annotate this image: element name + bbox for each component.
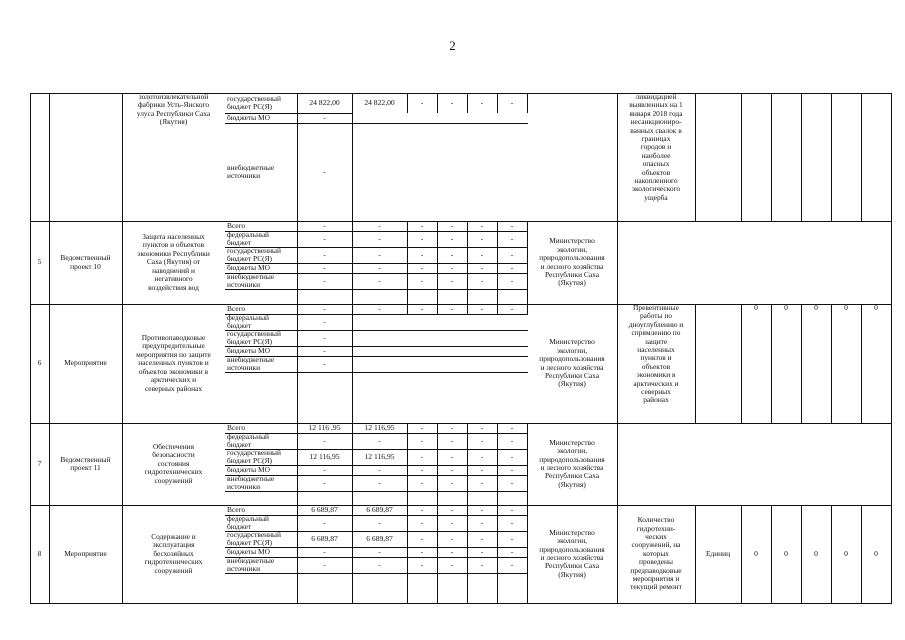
amount: - [378, 559, 381, 569]
amount: - [450, 477, 454, 487]
amount: - [450, 435, 454, 445]
indicator-value: 0 [844, 548, 848, 558]
amount: - [450, 233, 454, 243]
amount: - [450, 533, 454, 543]
amount: - [378, 233, 381, 243]
amount: - [323, 332, 326, 342]
amount: - [450, 451, 454, 461]
amount: - [323, 221, 326, 230]
amount: - [480, 505, 484, 514]
amount: - [323, 249, 326, 259]
amount: - [480, 559, 484, 569]
indicator-value: 0 [784, 548, 788, 558]
amount: - [420, 517, 424, 527]
amount: - [480, 435, 484, 445]
indicator-value: 0 [754, 304, 758, 312]
source-label: внебюджетные источники [227, 475, 275, 491]
indicator-value: 0 [874, 304, 878, 312]
source-label: Всего [227, 221, 246, 230]
table-rule [225, 491, 528, 492]
row-number: 6 [37, 358, 42, 368]
source-label: федеральный бюджет [227, 515, 269, 531]
amount: - [510, 263, 514, 272]
amount: - [480, 533, 484, 543]
item-name: золотоизвлекательной фабрики Усть-Янского улуса Республики Саха (Якутия) [136, 93, 211, 127]
amount: - [480, 477, 484, 487]
item-name: Содержание и эксплуатация бесхозяйных гидротехнических сооружений [144, 531, 203, 575]
amount: - [378, 435, 381, 445]
amount: - [323, 346, 326, 355]
source-label: внебюджетные источники [227, 557, 275, 573]
amount: - [480, 304, 484, 313]
source-label: государственный бюджет РС(Я) [227, 449, 281, 465]
source-label: государственный бюджет РС(Я) [227, 93, 281, 111]
amount: - [420, 451, 424, 461]
amount-year: - [480, 97, 484, 107]
amount: 12 116 ,95 [308, 423, 341, 432]
table-rule [225, 289, 528, 290]
source-label: государственный бюджет РС(Я) [227, 531, 281, 547]
amount: - [323, 304, 326, 313]
amount: - [510, 275, 514, 285]
item-name: Обеспечения безопасности состояния гидротехнических сооружений [144, 441, 203, 485]
amount: - [323, 465, 326, 474]
amount: 6 689,87 [311, 533, 338, 543]
amount: 6 689,87 [366, 533, 393, 543]
amount: - [450, 465, 454, 474]
table-rule [225, 372, 528, 373]
amount: - [420, 559, 424, 569]
amount: - [378, 249, 381, 259]
source-label: федеральный бюджет [227, 231, 269, 247]
amount: - [480, 263, 484, 272]
amount: - [378, 465, 381, 474]
amount: - [378, 477, 381, 487]
amount-total: - [323, 166, 326, 176]
amount: - [323, 358, 326, 368]
amount: - [420, 547, 424, 556]
executor: Министерство экологии, природопользования и лесного хозяйства Республики Саха (Якутия) [539, 337, 605, 389]
amount: - [510, 435, 514, 445]
amount: 6 689,87 [366, 505, 393, 514]
amount: - [480, 547, 484, 556]
amount: - [323, 435, 326, 445]
amount: - [480, 249, 484, 259]
amount: - [450, 517, 454, 527]
amount: - [450, 249, 454, 259]
source-label: бюджеты МО [227, 113, 270, 122]
amount: - [510, 505, 514, 514]
amount-total: - [323, 113, 326, 122]
executor: Министерство экологии, природопользования и лесного хозяйства Республики Саха (Якутия) [539, 527, 605, 579]
amount: - [510, 477, 514, 487]
source-label: Всего [227, 304, 246, 313]
source-label: бюджеты МО [227, 263, 270, 272]
row-number: 7 [37, 458, 42, 468]
source-label: внебюджетные источники [227, 273, 275, 289]
amount: - [510, 517, 514, 527]
amount: - [378, 263, 381, 272]
amount: - [480, 423, 484, 432]
row-number: 5 [37, 257, 42, 267]
indicator-value: 0 [784, 304, 788, 312]
amount: - [420, 275, 424, 285]
amount: - [450, 505, 454, 514]
indicator-name: Превентивные работы по дноуглублению и спрямлению по защите населенных пунктов и объектов экономики в арктических и северных районах [628, 304, 684, 405]
amount: - [420, 249, 424, 259]
amount-total: 24 822,00 [309, 97, 340, 107]
amount: - [323, 275, 326, 285]
amount: - [450, 559, 454, 569]
amount: - [323, 233, 326, 243]
table-rule [225, 573, 528, 574]
source-label: бюджеты МО [227, 465, 270, 474]
row-type: Ведомственный проект 11 [60, 454, 111, 472]
amount: 12 116,95 [309, 451, 340, 461]
amount: 12 116,95 [364, 423, 395, 432]
amount: - [510, 423, 514, 432]
amount: - [420, 533, 424, 543]
row-type: Мероприятие [64, 358, 107, 368]
amount: - [510, 547, 514, 556]
source-label: внебюджетные источники [227, 356, 275, 372]
row-type: Ведомственный проект 10 [60, 253, 111, 271]
indicator-value: 0 [814, 548, 818, 558]
amount: - [323, 547, 326, 556]
amount: - [420, 221, 424, 230]
amount: - [323, 316, 326, 326]
table-rule [801, 93, 802, 221]
source-label: бюджеты МО [227, 547, 270, 556]
amount: - [480, 517, 484, 527]
source-label: бюджеты МО [227, 346, 270, 355]
amount: - [510, 233, 514, 243]
source-label: федеральный бюджет [227, 314, 269, 330]
amount: - [450, 263, 454, 272]
amount: 6 689,87 [311, 505, 338, 514]
table-rule [741, 93, 742, 221]
indicator-name: ликвидацией выявленных на 1 января 2018 года несанкциониро- ванных свалок в границах городов и наиболее опасных объектов накопленного экологического ущерба [629, 93, 683, 202]
indicator-name: Количество гидротехни- ческих сооружений, на которых проведены предпаводковые мероприятия и текущий ремонт [630, 515, 682, 592]
indicator-value: 0 [844, 304, 848, 312]
amount: - [510, 559, 514, 569]
table-rule [695, 93, 696, 221]
amount: - [420, 233, 424, 243]
amount: - [480, 221, 484, 230]
source-label: государственный бюджет РС(Я) [227, 247, 281, 263]
amount: - [323, 559, 326, 569]
source-label: федеральный бюджет [227, 433, 269, 449]
row-type: Мероприятие [64, 548, 107, 558]
amount: - [510, 221, 514, 230]
table-rule [891, 93, 892, 603]
amount: - [450, 304, 454, 313]
amount: - [420, 304, 424, 313]
amount: - [420, 465, 424, 474]
amount: - [378, 517, 381, 527]
amount: - [420, 505, 424, 514]
amount: - [420, 477, 424, 487]
amount: 12 116,95 [364, 451, 395, 461]
indicator-value: 0 [814, 304, 818, 312]
executor: Министерство экологии, природопользования и лесного хозяйства Республики Саха (Якутия) [539, 437, 605, 489]
amount: - [378, 547, 381, 556]
amount: - [450, 547, 454, 556]
indicator-value: 0 [874, 548, 878, 558]
amount: - [480, 465, 484, 474]
amount: - [510, 533, 514, 543]
source-label: Всего [227, 505, 246, 514]
amount-year: - [450, 97, 454, 107]
table-rule [771, 93, 772, 221]
item-name: Противопаводковые предупредительные мероприятия по защите населенных пунктов и объектов экономики в арктических и северных районах [136, 333, 211, 393]
amount: - [323, 477, 326, 487]
table-rule [831, 93, 832, 221]
amount: - [480, 275, 484, 285]
amount: - [378, 275, 381, 285]
amount: - [480, 233, 484, 243]
executor: Министерство экологии, природопользования и лесного хозяйства Республики Саха (Якутия) [539, 236, 605, 288]
table-rule [695, 304, 696, 423]
amount: - [510, 451, 514, 461]
amount: - [480, 451, 484, 461]
amount: - [323, 263, 326, 272]
amount: - [450, 221, 454, 230]
indicator-unit: Единиц [705, 548, 731, 558]
amount: - [510, 465, 514, 474]
table-rule [527, 93, 528, 113]
amount: - [420, 435, 424, 445]
row-number: 8 [37, 548, 42, 558]
table-rule [861, 93, 862, 221]
amount: - [450, 423, 454, 432]
table-rule [30, 603, 892, 604]
item-name: Защита населенных пунктов и объектов экономики Республики Саха (Якутия) от наводнений и негативного воздействия вод [137, 232, 210, 292]
amount-year: 24 822,00 [364, 97, 395, 107]
indicator-value: 0 [754, 548, 758, 558]
amount-year: - [420, 97, 424, 107]
amount: - [510, 249, 514, 259]
amount: - [450, 275, 454, 285]
amount-year: - [510, 97, 514, 107]
source-label: государственный бюджет РС(Я) [227, 330, 281, 346]
source-label: внебюджетные источники [227, 162, 275, 180]
amount: - [323, 517, 326, 527]
page-number: 2 [449, 38, 456, 53]
amount: - [378, 221, 381, 230]
amount: - [420, 263, 424, 272]
source-label: Всего [227, 423, 246, 432]
amount: - [510, 304, 514, 313]
amount: - [420, 423, 424, 432]
amount: - [378, 304, 381, 313]
